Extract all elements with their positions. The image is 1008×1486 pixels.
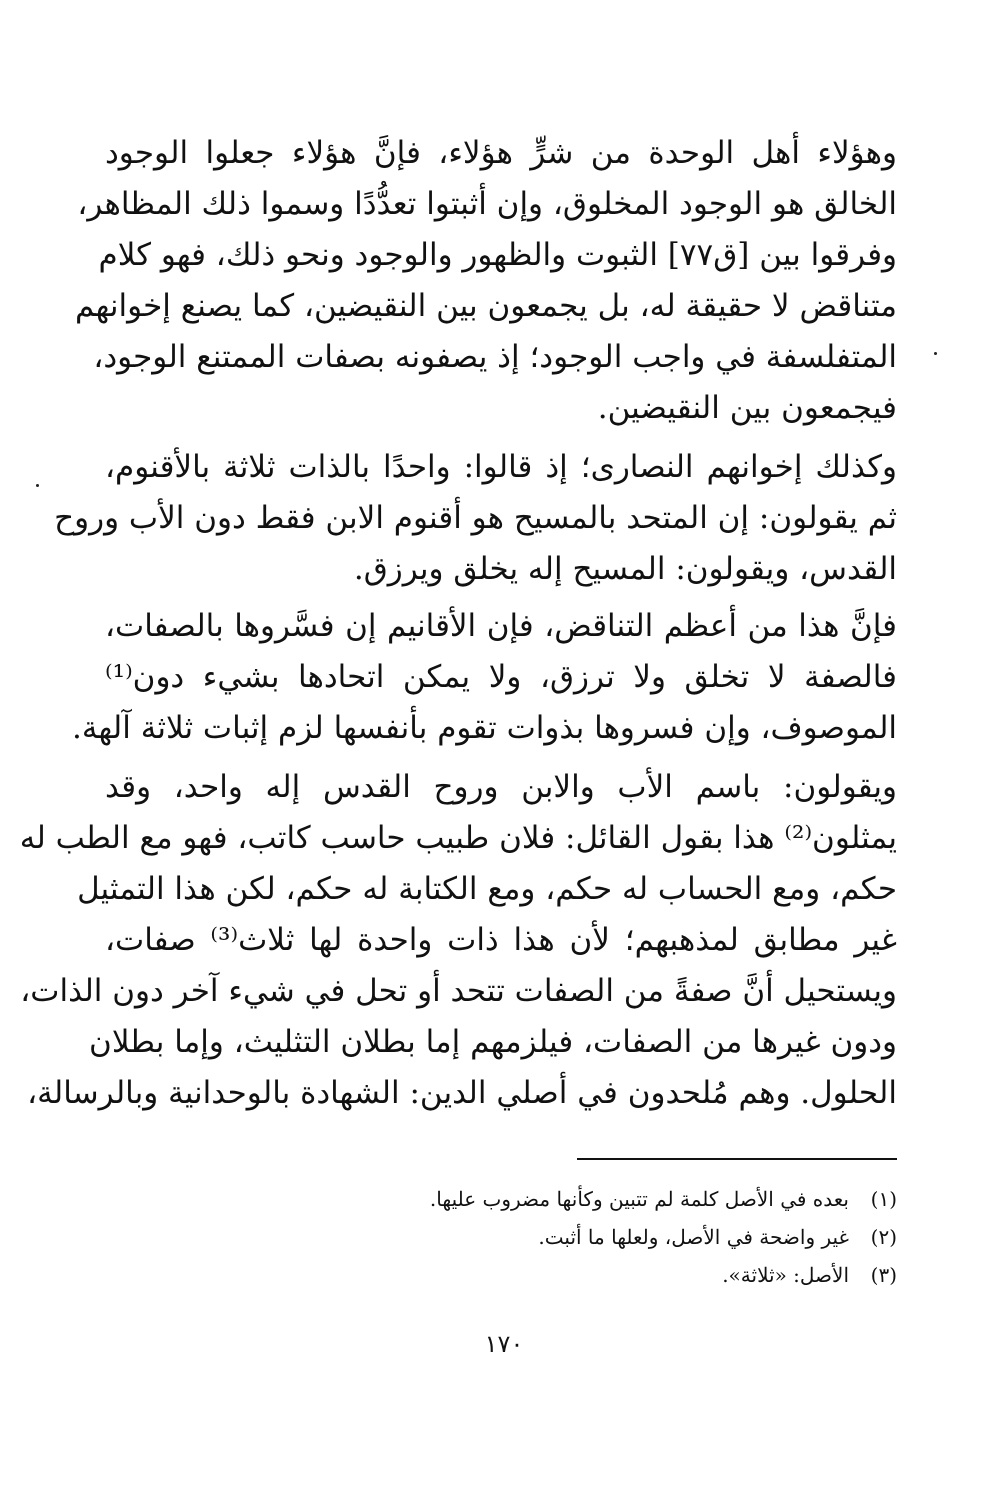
paragraph-3 bbox=[72, 601, 897, 754]
scan-speck bbox=[36, 484, 39, 487]
paragraph-4 bbox=[19, 762, 897, 1119]
text-line: وكذلك إخوانهم النصارى؛ إذ قالوا: واحدًا بالذات ثلاثة بالأقنوم، bbox=[105, 449, 897, 485]
text-line: المتفلسفة في واجب الوجود؛ إذ يصفونه بصفات الممتنع الوجود، bbox=[93, 339, 897, 375]
footnote-number: (٢) bbox=[870, 1225, 897, 1249]
text-line: فيجمعون بين النقيضين. bbox=[597, 390, 897, 426]
footnote-text: بعده في الأصل كلمة لم تتبين وكأنها مضروب عليها. bbox=[429, 1187, 849, 1211]
paragraph-1 bbox=[74, 128, 897, 434]
text-line: ودون غيرها من الصفات، فيلزمهم إما بطلان التثليث، وإما بطلان bbox=[89, 1024, 897, 1060]
text-line: ويقولون: باسم الأب والابن وروح القدس إله واحد، وقد bbox=[105, 769, 897, 805]
footnote-3 bbox=[300, 1256, 897, 1294]
text-line: حكم، ومع الحساب له حكم، ومع الكتابة له حكم، لكن هذا التمثيل bbox=[77, 871, 897, 907]
text-line: الخالق هو الوجود المخلوق، وإن أثبتوا تعدُّدًا وسموا ذلك المظاهر، bbox=[77, 186, 897, 222]
footnote-separator bbox=[577, 1158, 897, 1160]
page-number: ١٧٠ bbox=[484, 1330, 524, 1358]
footnote-text: الأصل: «ثلاثة». bbox=[722, 1263, 849, 1287]
footnote-text: غير واضحة في الأصل، ولعلها ما أثبت. bbox=[538, 1225, 849, 1249]
text-line: ثم يقولون: إن المتحد بالمسيح هو أقنوم الابن فقط دون الأب وروح bbox=[54, 500, 897, 536]
text-line: الموصوف، وإن فسروها بذوات تقوم بأنفسها لزم إثبات ثلاثة آلهة. bbox=[72, 710, 897, 746]
text-line: متناقض لا حقيقة له، بل يجمعون بين النقيضين، كما يصنع إخوانهم bbox=[74, 288, 897, 324]
text-line: غير مطابق لمذهبهم؛ لأن هذا ذات واحدة لها ثلاث⁽³⁾ صفات، bbox=[105, 922, 897, 958]
paragraph-2 bbox=[54, 442, 897, 595]
text-line: ويستحيل أنَّ صفةً من الصفات تتحد أو تحل في شيء آخر دون الذات، bbox=[20, 973, 897, 1009]
footnote-2 bbox=[300, 1218, 897, 1256]
footnote-number: (٣) bbox=[870, 1263, 897, 1287]
text-line: يمثلون⁽²⁾ هذا بقول القائل: فلان طبيب حاسب كاتب، فهو مع الطب له bbox=[19, 820, 897, 856]
text-line: الحلول. وهم مُلحدون في أصلي الدين: الشهادة بالوحدانية وبالرسالة، bbox=[27, 1075, 897, 1111]
text-line: القدس، ويقولون: المسيح إله يخلق ويرزق. bbox=[353, 551, 897, 587]
scan-speck bbox=[934, 352, 937, 355]
footnote-1 bbox=[300, 1180, 897, 1218]
text-line: فالصفة لا تخلق ولا ترزق، ولا يمكن اتحادها بشيء دون⁽¹⁾ bbox=[105, 659, 897, 695]
main-text bbox=[19, 128, 897, 1133]
text-line: فإنَّ هذا من أعظم التناقض، فإن الأقانيم إن فسَّروها بالصفات، bbox=[105, 608, 897, 644]
text-line: وفرقوا بين [ق٧٧] الثبوت والظهور والوجود ونحو ذلك، فهو كلام bbox=[98, 237, 897, 273]
text-line: وهؤلاء أهل الوحدة من شرٍّ هؤلاء، فإنَّ هؤلاء جعلوا الوجود bbox=[105, 135, 897, 171]
footnote-number: (١) bbox=[870, 1187, 897, 1211]
footnotes bbox=[300, 1180, 897, 1294]
